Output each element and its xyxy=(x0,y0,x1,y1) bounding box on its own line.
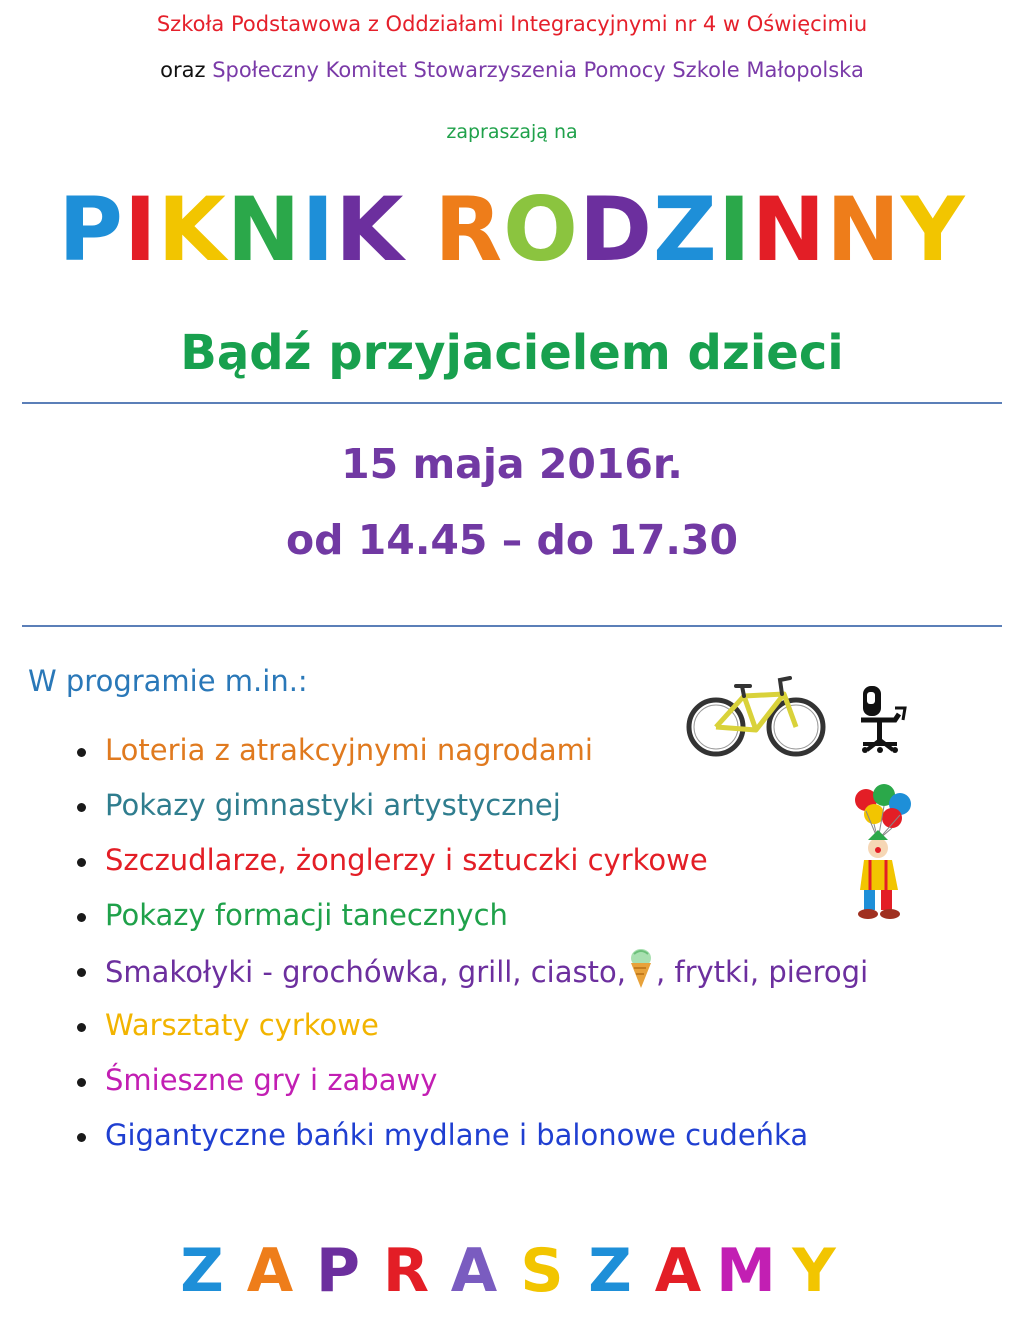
closing-letter: A xyxy=(654,1236,702,1306)
title-letter: Z xyxy=(653,178,718,281)
closing-letter: R xyxy=(382,1236,430,1306)
item-text-part: Smakołyki - grochówka, grill, ciasto, xyxy=(105,955,626,989)
closing-letter: Z xyxy=(180,1236,224,1306)
item-text: Śmieszne gry i zabawy xyxy=(105,1063,438,1097)
list-item xyxy=(74,948,868,1003)
divider-top xyxy=(22,402,1002,404)
title-letter: I xyxy=(717,178,752,281)
title-letter: N xyxy=(226,178,302,281)
list-item xyxy=(74,1003,868,1058)
event-title xyxy=(0,178,1024,281)
event-time: od 14.45 – do 17.30 xyxy=(285,516,738,564)
organization-name: Społeczny Komitet Stowarzyszenia Pomocy Szkole Małopolska xyxy=(212,58,864,82)
item-text: Loteria z atrakcyjnymi nagrodami xyxy=(105,733,593,767)
title-letter: K xyxy=(335,178,405,281)
list-item xyxy=(74,1058,868,1113)
list-item xyxy=(74,893,868,948)
bullet-icon xyxy=(77,913,86,922)
bullet-icon xyxy=(77,1023,86,1032)
item-text: Pokazy gimnastyki artystycznej xyxy=(105,788,561,822)
item-text xyxy=(105,955,868,989)
list-item xyxy=(74,838,868,893)
title-letter: P xyxy=(58,178,124,281)
item-text: Warsztaty cyrkowe xyxy=(105,1008,379,1042)
title-letter: K xyxy=(157,178,227,281)
invite-text: zapraszają na xyxy=(446,121,578,143)
title-letter: I xyxy=(123,178,158,281)
title-letter: Y xyxy=(900,178,966,281)
closing-letter: Y xyxy=(792,1236,836,1306)
item-text: Szczudlarze, żonglerzy i sztuczki cyrkowe xyxy=(105,843,708,877)
event-subtitle: Bądź przyjacielem dzieci xyxy=(180,325,844,381)
closing-letter: A xyxy=(246,1236,294,1306)
school-name: Szkoła Podstawowa z Oddziałami Integracyjnymi nr 4 w Oświęcimiu xyxy=(156,12,868,36)
closing-invitation xyxy=(168,1236,868,1306)
and-prefix: oraz xyxy=(160,58,206,82)
closing-letter: S xyxy=(520,1236,564,1306)
closing-letter: Z xyxy=(588,1236,632,1306)
list-item xyxy=(74,783,868,838)
event-date: 15 maja 2016r. xyxy=(341,440,683,488)
bullet-icon xyxy=(77,1133,86,1142)
title-letter: D xyxy=(578,178,654,281)
item-text: Pokazy formacji tanecznych xyxy=(105,898,508,932)
item-text-part: , frytki, pierogi xyxy=(655,955,869,989)
title-letter: I xyxy=(301,178,336,281)
bullet-icon xyxy=(77,803,86,812)
closing-letter: A xyxy=(450,1236,498,1306)
bullet-icon xyxy=(77,1078,86,1087)
ice-cream-cone-icon xyxy=(626,948,656,988)
organizers-line xyxy=(0,58,1024,82)
bullet-icon xyxy=(77,968,86,977)
program-list xyxy=(74,728,868,1168)
closing-letter: P xyxy=(316,1236,360,1306)
title-letter xyxy=(404,186,434,274)
title-letter: R xyxy=(434,178,504,281)
title-letter: N xyxy=(751,178,827,281)
bullet-icon xyxy=(77,858,86,867)
list-item xyxy=(74,1113,868,1168)
title-letter: O xyxy=(503,178,579,281)
list-item xyxy=(74,728,868,783)
item-text: Gigantyczne bańki mydlane i balonowe cudeńka xyxy=(105,1118,809,1152)
bullet-icon xyxy=(77,748,86,757)
closing-letter: M xyxy=(716,1236,776,1306)
program-heading: W programie m.in.: xyxy=(28,664,308,698)
divider-bottom xyxy=(22,625,1002,627)
title-letter: N xyxy=(826,178,901,281)
